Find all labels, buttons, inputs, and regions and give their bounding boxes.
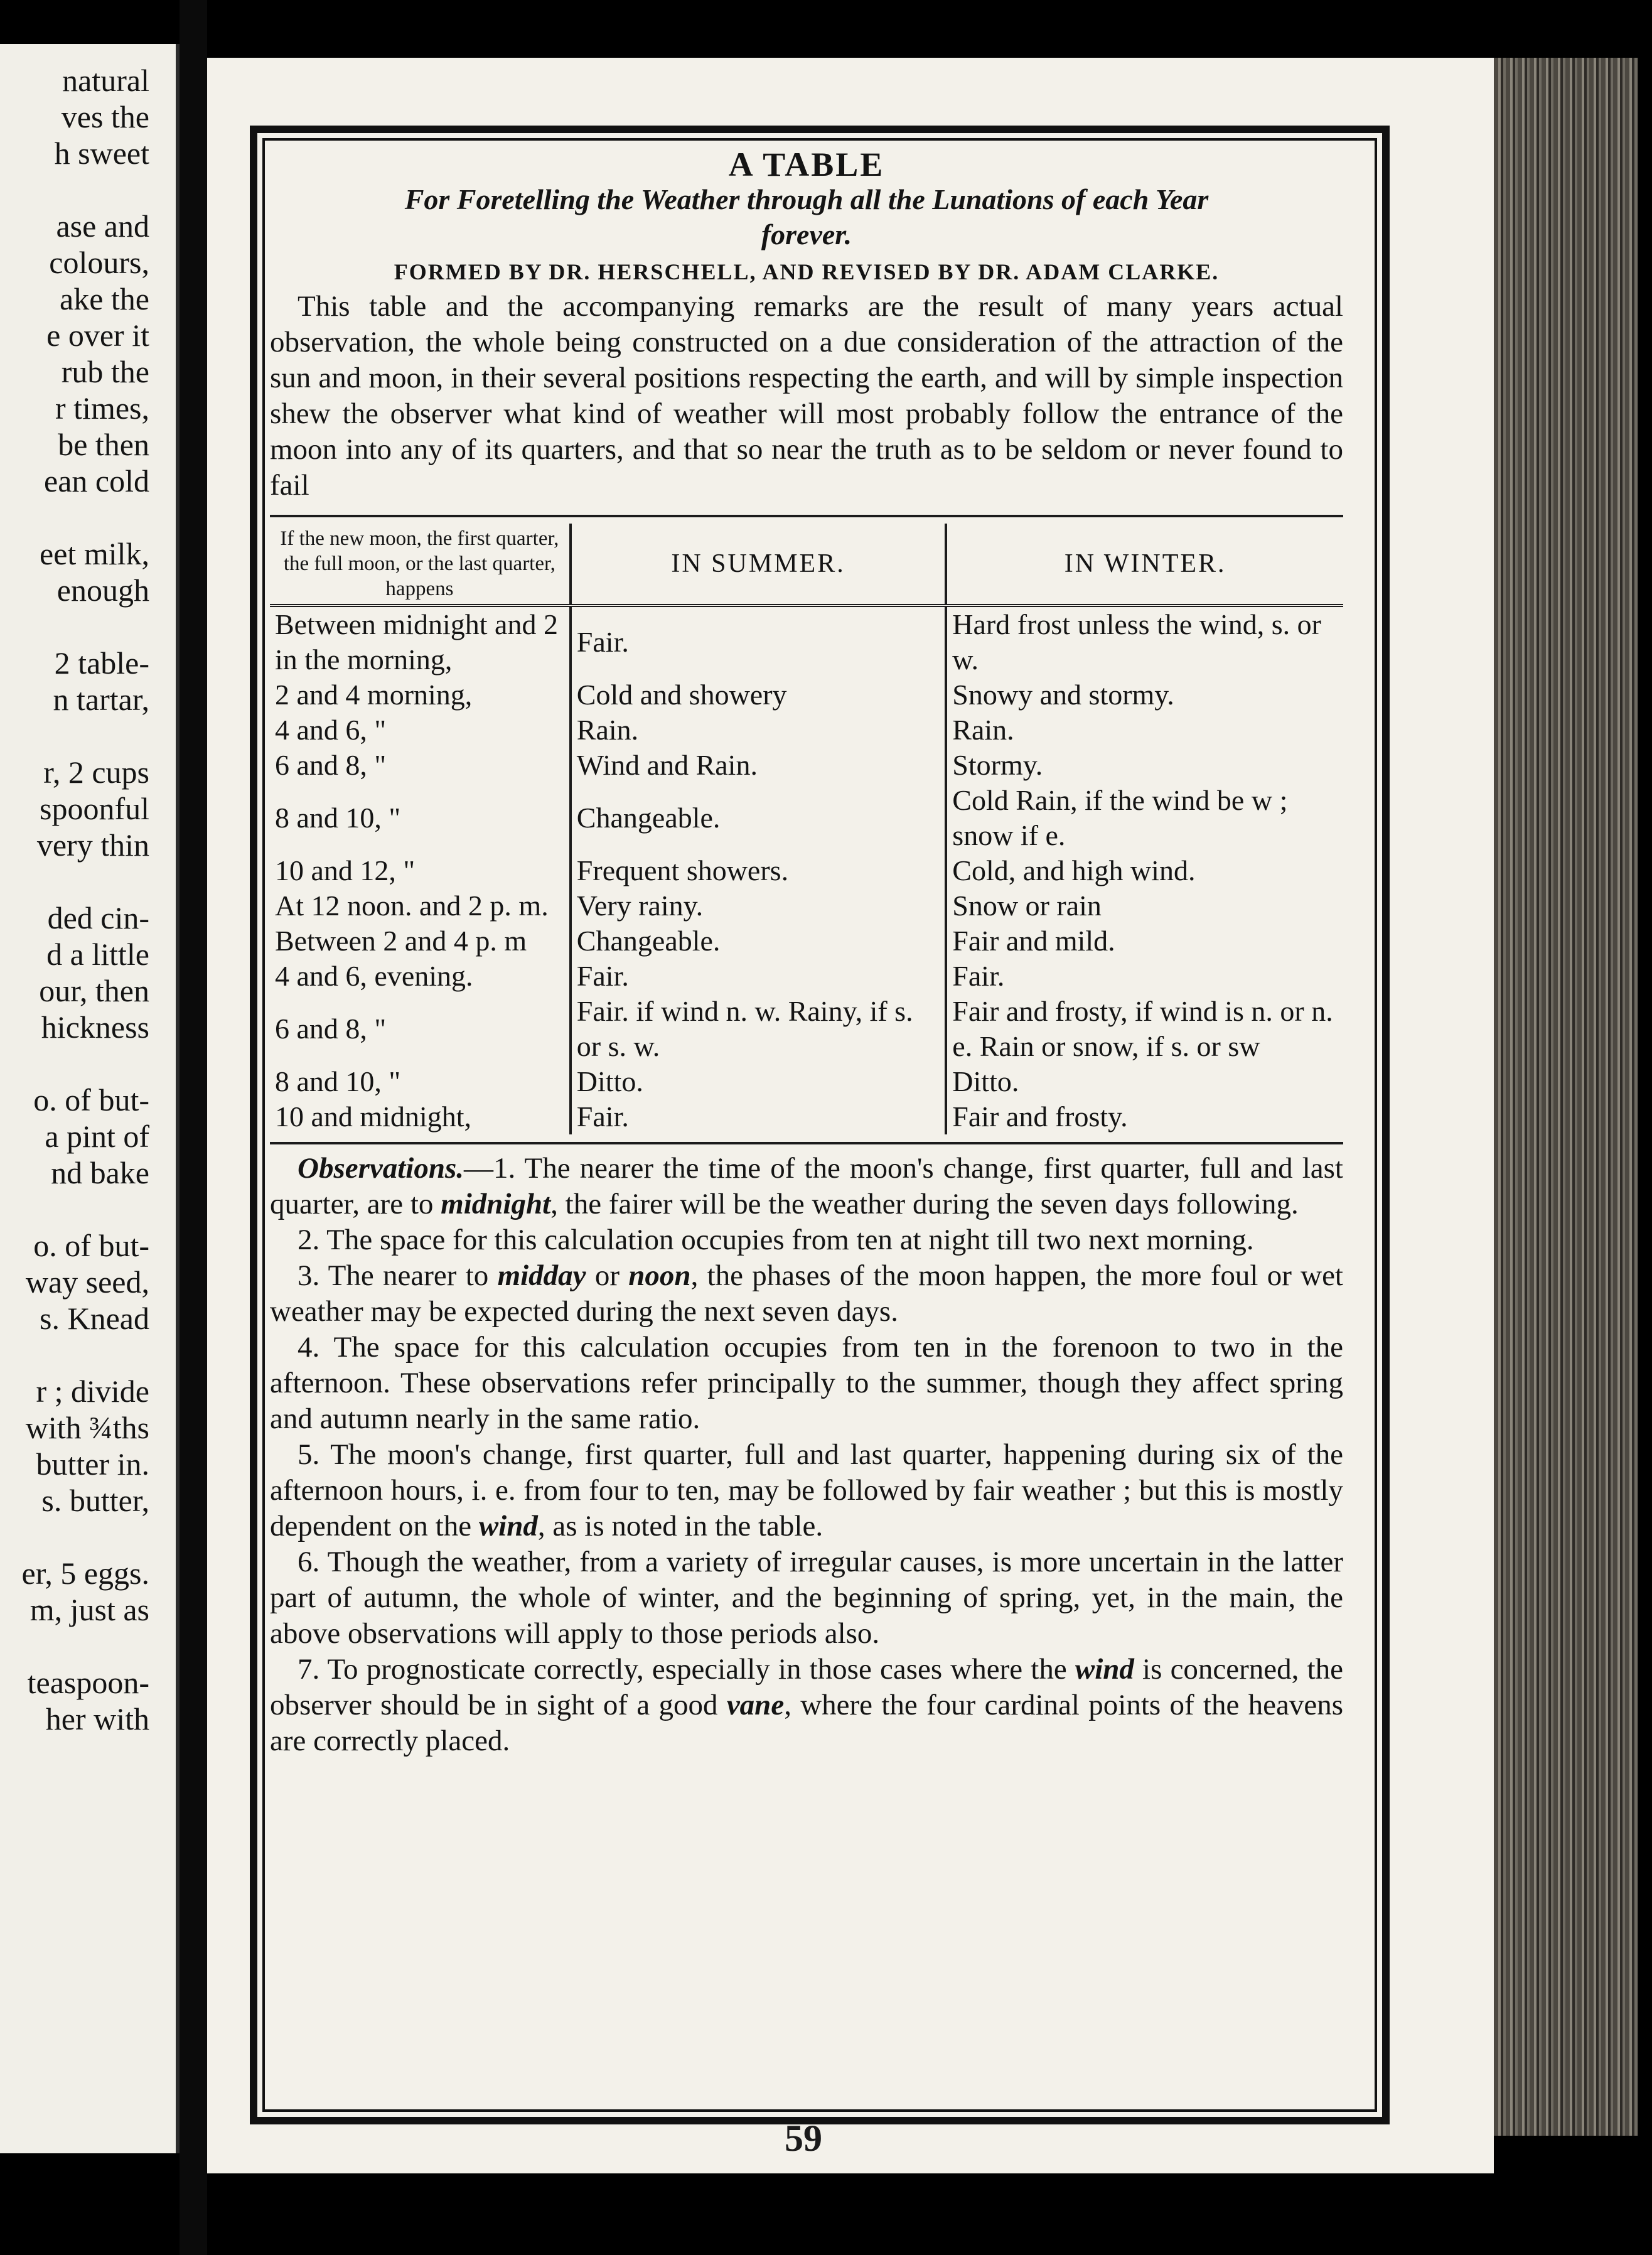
- cell-summer: Frequent showers.: [571, 853, 947, 888]
- observation-text: midnight: [441, 1188, 551, 1220]
- observation-text: 2. The space for this calculation occupies from ten at night till two next morning.: [298, 1224, 1254, 1256]
- cell-winter: Fair.: [946, 959, 1343, 994]
- table-row: [270, 783, 1343, 853]
- left-page-line: enough: [56, 573, 149, 608]
- cell-time: 4 and 6, ": [275, 714, 387, 746]
- left-page-line: very thin: [36, 827, 149, 863]
- left-page-line: s. Knead: [40, 1301, 149, 1336]
- weather-table: [270, 524, 1343, 1134]
- left-page-line: colours,: [49, 245, 149, 280]
- cell-time: 8 and 10, ": [275, 1065, 401, 1097]
- observation-item: [270, 1258, 1343, 1330]
- left-page-line: her with: [45, 1701, 149, 1736]
- cell-summer: Cold and showery: [571, 677, 947, 713]
- cell-winter: Stormy.: [946, 748, 1343, 783]
- observation-text: —1. The nearer the time of the moon's change, first quarter, full and last quarter, are to: [270, 1152, 1343, 1220]
- observation-text: 3. The nearer to: [298, 1259, 498, 1292]
- cell-summer: Changeable.: [571, 923, 947, 959]
- left-page-line: butter in.: [36, 1446, 149, 1482]
- rule: [270, 1142, 1343, 1144]
- left-page-line: o. of but-: [33, 1228, 149, 1263]
- observation-item: [270, 1222, 1343, 1258]
- left-page-line: o. of but-: [33, 1082, 149, 1117]
- author-credit: FORMED BY DR. HERSCHELL, AND REVISED BY DR. ADAM CLARKE.: [394, 259, 1220, 284]
- table-row: [270, 713, 1343, 748]
- left-page-line: hickness: [41, 1009, 149, 1045]
- left-page-line: spoonful: [40, 791, 149, 826]
- observation-text: , the fairer will be the weather during the seven days following.: [550, 1188, 1299, 1220]
- observation-item: [270, 1652, 1343, 1759]
- observation-text: 4. The space for this calculation occupies from ten in the forenoon to two in the afternoon. These observations refer principally to the summer, though they affect spring and autumn nearly in the same ratio.: [270, 1331, 1343, 1435]
- cell-summer: Very rainy.: [571, 888, 947, 923]
- left-page-line: s. butter,: [41, 1483, 149, 1518]
- table-row: [270, 994, 1343, 1064]
- page-number: 59: [785, 2118, 822, 2159]
- header-condition: If the new moon, the first quarter, the full moon, or the last quarter, happens: [270, 524, 571, 606]
- left-page-line: d a little: [46, 937, 149, 972]
- subtitle-line-2: forever.: [761, 218, 852, 250]
- cell-summer: Wind and Rain.: [571, 748, 947, 783]
- observation-item: [270, 1437, 1343, 1544]
- observation-text: wind: [478, 1510, 538, 1542]
- intro-paragraph: This table and the accompanying remarks are the result of many years actual observation, the whole being constructed on a due consideration of the attraction of the sun and moon, in their several positions respecting the earth, and will by simple inspection shew the observer what kind of weather will most probably follow the entrance of the moon into any of its quarters, and that so near the truth as to be seldom or never found to fail: [270, 290, 1343, 502]
- cell-summer: Fair.: [571, 606, 947, 678]
- cell-time: 10 and 12, ": [275, 854, 416, 886]
- left-page-line: ves the: [61, 99, 149, 134]
- table-row: [270, 853, 1343, 888]
- left-page-line: r times,: [55, 390, 149, 426]
- cell-summer: Fair.: [571, 959, 947, 994]
- cell-summer: Changeable.: [571, 783, 947, 853]
- observation-text: , as is noted in the table.: [537, 1510, 823, 1542]
- observation-text: 5. The moon's change, first quarter, full and last quarter, happening during six of the afternoon hours, i. e. from four to ten, may be followed by fair weather ; but this is mostly dependent on the: [270, 1438, 1343, 1542]
- cell-summer: Fair.: [571, 1099, 947, 1134]
- cell-winter: Fair and frosty, if wind is n. or n. e. Rain or snow, if s. or sw: [946, 994, 1343, 1064]
- cell-time: At 12 noon. and 2 p. m.: [275, 890, 549, 922]
- observation-item: [270, 1544, 1343, 1652]
- cell-time: 4 and 6, evening.: [275, 960, 473, 992]
- cell-winter: Cold, and high wind.: [946, 853, 1343, 888]
- cell-winter: Hard frost unless the wind, s. or w.: [946, 606, 1343, 678]
- left-page-fragment: [0, 44, 180, 2153]
- table-row: [270, 888, 1343, 923]
- left-page-line: with ¾ths: [25, 1410, 149, 1445]
- rule: [270, 515, 1343, 517]
- header-winter: IN WINTER.: [946, 524, 1343, 606]
- observation-text: is concerned, the observer should be in sight of a good: [270, 1653, 1343, 1721]
- observation-text: , where the four cardinal points of the heavens are correctly placed.: [270, 1689, 1343, 1757]
- left-page-line: eet milk,: [40, 536, 149, 571]
- left-page-line: e over it: [46, 318, 149, 353]
- table-row: [270, 923, 1343, 959]
- cell-time: 6 and 8, ": [275, 1013, 387, 1045]
- left-page-line: be then: [58, 427, 149, 462]
- observation-text: wind: [1075, 1653, 1134, 1686]
- cell-time: 6 and 8, ": [275, 749, 387, 781]
- left-page-line: ean cold: [44, 463, 149, 498]
- cell-time: Between midnight and 2 in the morning,: [275, 608, 558, 675]
- left-page-line: ase and: [56, 208, 149, 244]
- left-page-line: natural: [62, 63, 149, 98]
- left-page-line: rub the: [61, 354, 149, 389]
- cell-winter: Ditto.: [946, 1064, 1343, 1099]
- left-page-line: n tartar,: [53, 682, 149, 717]
- left-page-line: teaspoon-: [27, 1665, 149, 1700]
- left-page-line: ded cin-: [47, 900, 149, 935]
- subtitle-line-1: For Foretelling the Weather through all the Lunations of each Year: [404, 183, 1209, 215]
- observation-text: 7. To prognosticate correctly, especially in those cases where the: [298, 1653, 1075, 1686]
- left-page-line: m, just as: [30, 1592, 149, 1627]
- page-title: A TABLE: [728, 146, 885, 183]
- left-page-line: er, 5 eggs.: [21, 1556, 149, 1591]
- observations: [270, 1151, 1343, 1759]
- left-page-line: nd bake: [51, 1155, 149, 1190]
- observation-text: noon: [628, 1259, 691, 1292]
- content: [270, 147, 1343, 1759]
- cell-time: Between 2 and 4 p. m: [275, 925, 527, 957]
- cell-winter: Fair and frosty.: [946, 1099, 1343, 1134]
- left-page-line: r ; divide: [36, 1374, 149, 1409]
- cell-time: 10 and midnight,: [275, 1101, 472, 1133]
- page-edges: [1494, 58, 1638, 2136]
- cell-summer: Rain.: [571, 713, 947, 748]
- cell-summer: Fair. if wind n. w. Rainy, if s. or s. w.: [571, 994, 947, 1064]
- observation-item: [270, 1330, 1343, 1437]
- observation-item: [270, 1151, 1343, 1222]
- left-page-line: our, then: [39, 973, 149, 1008]
- left-page-line: way seed,: [25, 1264, 149, 1300]
- left-page-line: r, 2 cups: [43, 755, 149, 790]
- cell-time: 2 and 4 morning,: [275, 679, 473, 711]
- observations-label: Observations.: [298, 1152, 464, 1185]
- cell-winter: Snowy and stormy.: [946, 677, 1343, 713]
- cell-time: 8 and 10, ": [275, 802, 401, 834]
- observation-text: 6. Though the weather, from a variety of irregular causes, is more uncertain in the latter part of autumn, the whole of winter, and the beginning of spring, yet, in the main, the above observations will apply to those periods also.: [270, 1546, 1343, 1650]
- left-page-line: h sweet: [54, 136, 149, 171]
- table-row: [270, 748, 1343, 783]
- table-row: [270, 1064, 1343, 1099]
- observation-text: or: [586, 1259, 629, 1292]
- table-row: [270, 606, 1343, 678]
- cell-summer: Ditto.: [571, 1064, 947, 1099]
- cell-winter: Cold Rain, if the wind be w ; snow if e.: [946, 783, 1343, 853]
- table-row: [270, 1099, 1343, 1134]
- cell-winter: Rain.: [946, 713, 1343, 748]
- left-page-line: ake the: [60, 281, 149, 316]
- cell-winter: Snow or rain: [946, 888, 1343, 923]
- book-spine: [180, 0, 207, 2255]
- header-summer: IN SUMMER.: [571, 524, 947, 606]
- observation-text: vane: [726, 1689, 785, 1721]
- left-page-line: 2 table-: [54, 645, 149, 681]
- table-row: [270, 959, 1343, 994]
- cell-winter: Fair and mild.: [946, 923, 1343, 959]
- observation-text: midday: [497, 1259, 586, 1292]
- observation-text: , the phases of the moon happen, the more foul or wet weather may be expected during the next seven days.: [270, 1259, 1343, 1328]
- left-page-line: a pint of: [45, 1119, 149, 1154]
- table-row: [270, 677, 1343, 713]
